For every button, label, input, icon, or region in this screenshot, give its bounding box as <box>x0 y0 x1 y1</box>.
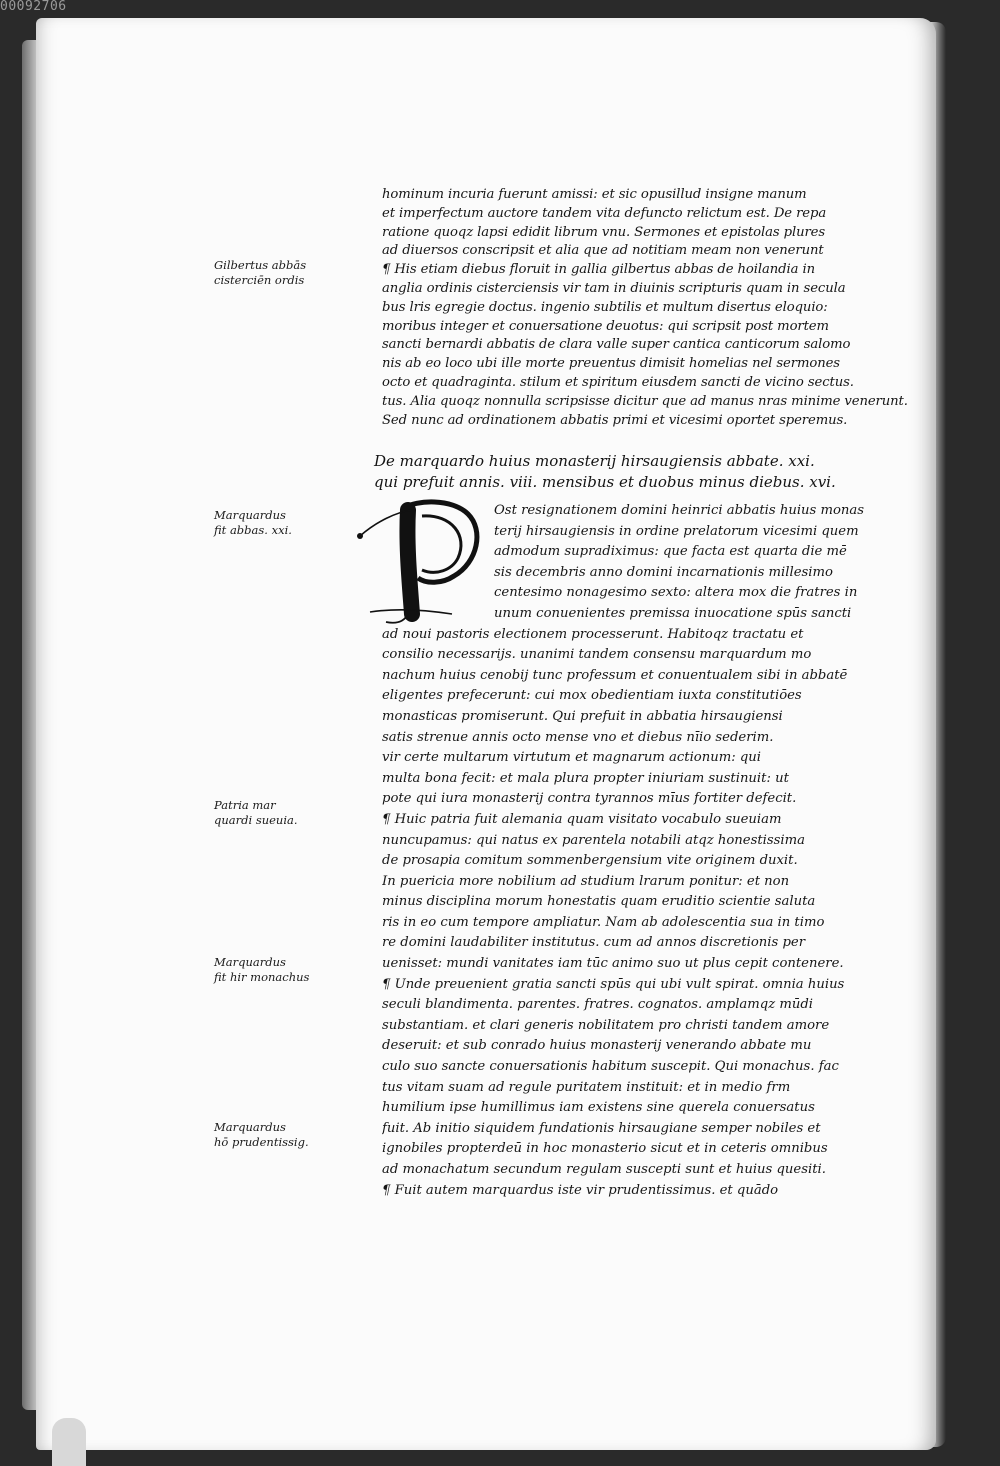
paragraph-one <box>382 186 922 430</box>
thumb <box>52 1418 86 1466</box>
text-line: ad monachatum secundum regulam suscepti sunt et huius quesiti. <box>382 1162 826 1177</box>
margin-note-monachus <box>214 955 344 985</box>
margin-note-marquardus-abbas <box>214 508 344 538</box>
text-line: ratione quoqz lapsi edidit librum vnu. Sermones et epistolas plures <box>382 224 826 240</box>
text-line: culo suo sancte conuersationis habitum suscepit. Qui monachus. fac <box>382 1059 839 1075</box>
text-line: de prosapia comitum sommenbergensium vite originem duxit. <box>382 853 798 869</box>
text-line: re domini laudabiliter institutus. cum ad annos discretionis per <box>382 935 806 951</box>
text-line: Sed nunc ad ordinationem abbatis primi et vicesimi oportet speremus. <box>382 412 848 428</box>
text-line: nuncupamus: qui natus ex parentela notabili atqz honestissima <box>382 832 805 848</box>
text-line: seculi blandimenta. parentes. fratres. cognatos. amplamqz mūdi <box>382 997 814 1013</box>
margin-note-line: Marquardus <box>214 1120 286 1134</box>
text-line: ¶ Huic patria fuit alemania quam visitato vocabulo sueuiam <box>382 811 782 827</box>
text-line: eligentes prefecerunt: cui mox obedientiam iuxta constitutiōes <box>382 688 802 704</box>
margin-note-line: Marquardus <box>214 955 286 969</box>
text-line: nachum huius cenobij tunc professum et conuentualem sibi in abbatē <box>382 667 848 683</box>
text-line: ad noui pastoris electionem processerunt. Habitoqz tractatu et <box>382 626 804 642</box>
text-line: et imperfectum auctore tandem vita defuncto relictum est. De repa <box>382 205 827 221</box>
text-line: pote qui iura monasterij contra tyrannos mīus fortiter defecit. <box>382 791 797 807</box>
margin-note-patria <box>214 798 344 828</box>
margin-note-line: fit abbas. xxi. <box>214 523 292 537</box>
margin-note-line: quardi sueuia. <box>214 813 298 827</box>
frame-id: 00092706 <box>0 0 67 14</box>
text-line: unum conuenientes premissa inuocatione spūs sancti <box>494 605 852 621</box>
text-line: deseruit: et sub conrado huius monasterij venerando abbate mu <box>382 1038 812 1054</box>
margin-note-gilbertus <box>214 258 344 288</box>
text-line: ¶ Fuit autem marquardus iste vir prudentissimus. et quādo <box>382 1182 779 1198</box>
text-line: consilio necessarijs. unanimi tandem consensu marquardum mo <box>382 647 812 663</box>
text-line: satis strenue annis octo mense vno et diebus nīio sederim. <box>382 729 774 745</box>
heading-line: qui prefuit annis. viii. mensibus et duobus minus diebus. xvi. <box>374 473 836 491</box>
chapter-body <box>382 501 922 1201</box>
text-line: moribus integer et conuersatione deuotus: qui scripsit post mortem <box>382 318 829 334</box>
text-line: minus disciplina morum honestatis quam eruditio scientie saluta <box>382 894 816 910</box>
heading-line: De marquardo huius monasterij hirsaugiensis abbate. xxi. <box>374 452 815 470</box>
text-line: bus lris egregie doctus. ingenio subtilis et multum disertus eloquio: <box>382 299 828 315</box>
text-line: humilium ipse humillimus iam existens sine querela conuersatus <box>382 1100 815 1116</box>
text-line: nis ab eo loco ubi ille morte preuentus dimisit homelias nel sermones <box>382 356 840 372</box>
margin-note-line: Gilbertus abbās <box>214 258 307 272</box>
chapter-heading <box>374 451 914 493</box>
text-line: octo et quadraginta. stilum et spiritum eiusdem sancti de vicino sectus. <box>382 374 854 390</box>
text-line: centesimo nonagesimo sexto: altera mox die fratres in <box>494 585 858 601</box>
text-line: ris in eo cum tempore ampliatur. Nam ab adolescentia sua in timo <box>382 914 825 930</box>
text-line: fuit. Ab initio siquidem fundationis hirsaugiane semper nobiles et <box>382 1120 821 1136</box>
text-line: anglia ordinis cisterciensis vir tam in diuinis scripturis quam in secula <box>382 280 846 296</box>
margin-note-line: hō prudentissig. <box>214 1135 309 1149</box>
text-line: Ost resignationem domini heinrici abbatis huius monas <box>494 503 865 518</box>
text-line: multa bona fecit: et mala plura propter iniuriam sustinuit: ut <box>382 770 789 786</box>
margin-note-line: cisterciēn ordis <box>214 273 305 287</box>
text-line: tus vitam suam ad regule puritatem instituit: et in medio frm <box>382 1079 791 1095</box>
text-line: hominum incuria fuerunt amissi: et sic opusillud insigne manum <box>382 187 807 202</box>
text-line: vir certe multarum virtutum et magnarum actionum: qui <box>382 750 762 766</box>
text-line: In puericia more nobilium ad studium lrarum ponitur: et non <box>382 873 790 889</box>
text-line: ¶ His etiam diebus floruit in gallia gilbertus abbas de hoilandia in <box>382 262 815 278</box>
text-line: monasticas promiserunt. Qui prefuit in abbatia hirsaugiensi <box>382 708 783 724</box>
margin-note-line: Patria mar <box>214 798 276 812</box>
text-line: substantiam. et clari generis nobilitatem pro christi tandem amore <box>382 1017 830 1033</box>
text-line: uenisset: mundi vanitates iam tūc animo suo ut plus cepit contenere. <box>382 956 844 972</box>
text-line: tus. Alia quoqz nonnulla scripsisse dicitur que ad manus nras minime venerunt. <box>382 393 908 409</box>
margin-note-line: fit hir monachus <box>214 970 310 984</box>
text-line: ad diuersos conscripsit et alia que ad notitiam meam non venerunt <box>382 243 824 259</box>
text-line: terij hirsaugiensis in ordine prelatorum vicesimi quem <box>494 523 859 539</box>
text-line: ¶ Unde preuenient gratia sancti spūs qui ubi vult spirat. omnia huius <box>382 976 845 992</box>
text-line: sis decembris anno domini incarnationis millesimo <box>494 564 833 580</box>
margin-note-prudentissimus <box>214 1120 344 1150</box>
margin-note-line: Marquardus <box>214 508 286 522</box>
text-line: sancti bernardi abbatis de clara valle super cantica canticorum salomo <box>382 337 851 353</box>
text-line: ignobiles propterdeū in hoc monasterio sicut et in ceteris omnibus <box>382 1141 828 1157</box>
text-line: admodum supradiximus: que facta est quarta die mē <box>494 544 847 560</box>
